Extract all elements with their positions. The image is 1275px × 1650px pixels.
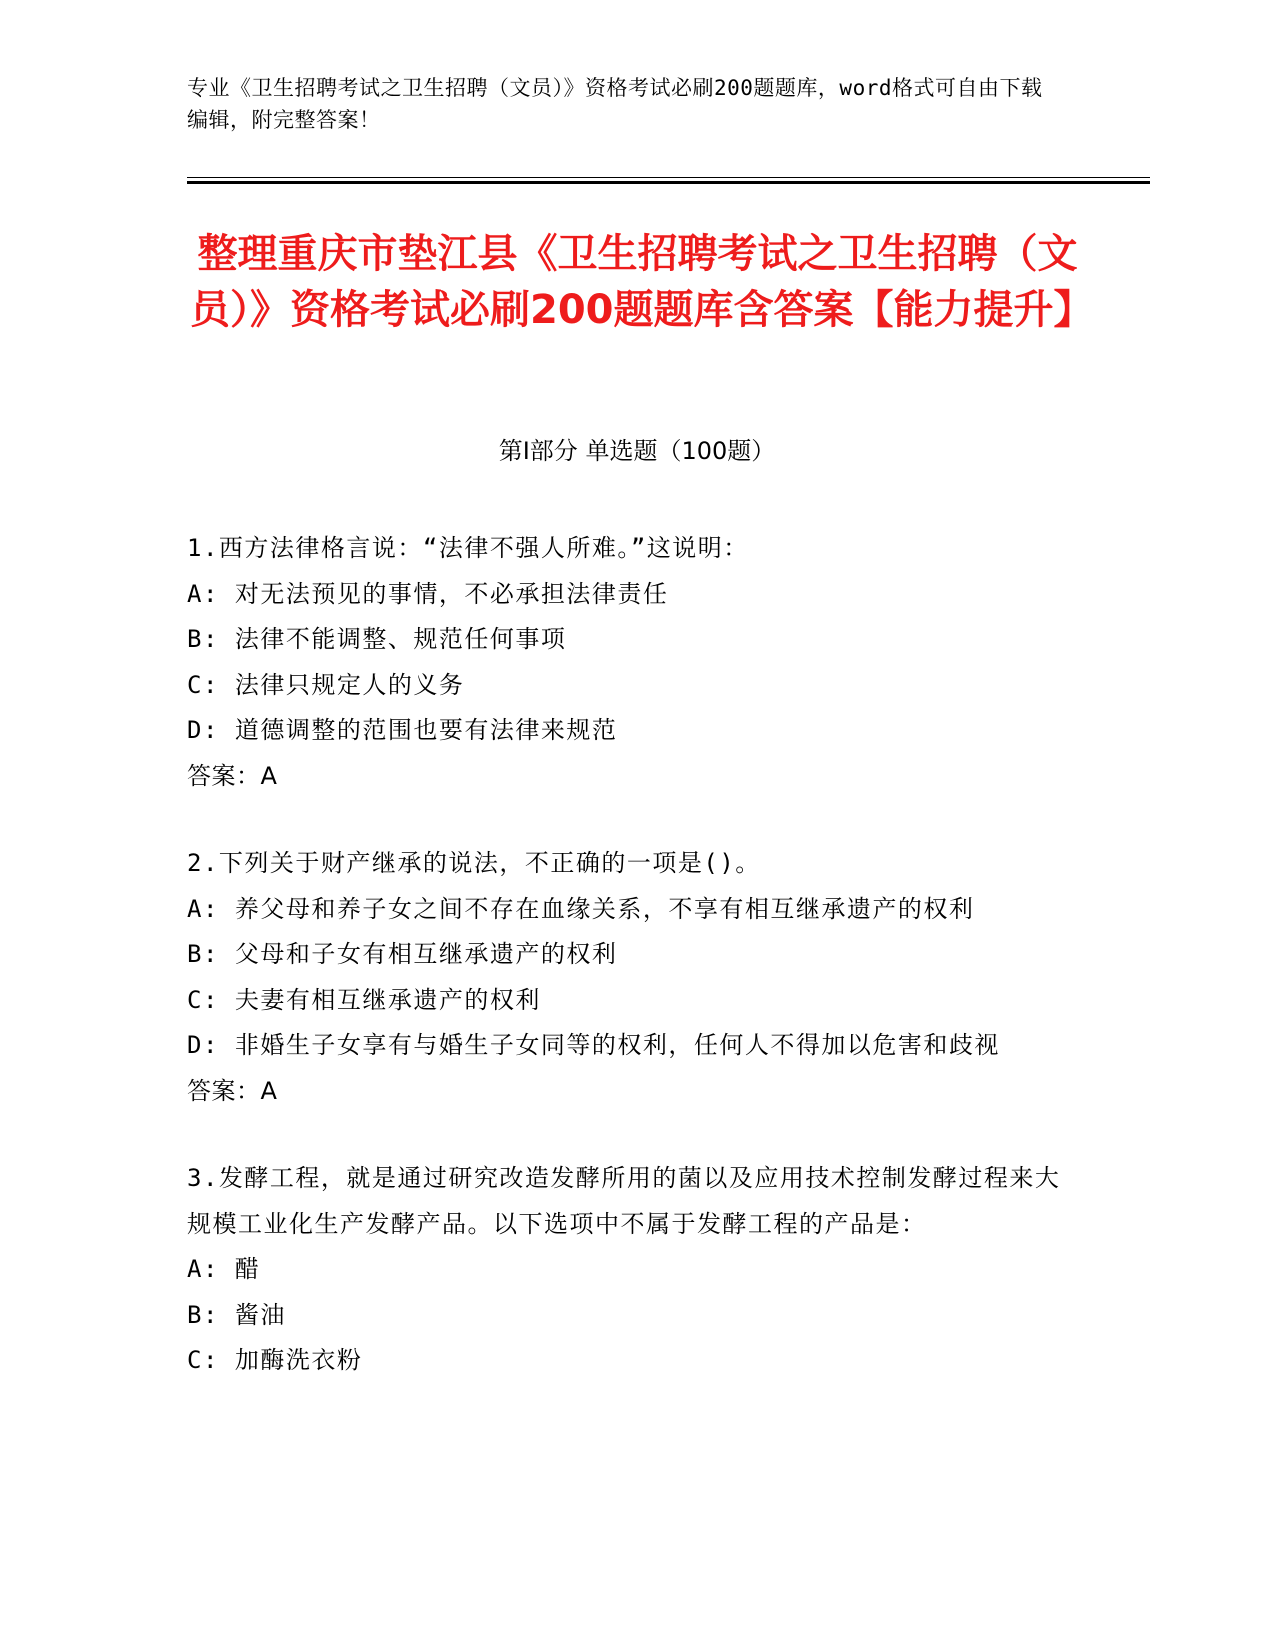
question-option-c: C: 加酶洗衣粉	[187, 1346, 363, 1374]
header-note: 专业《卫生招聘考试之卫生招聘（文员）》资格考试必刷200题题库，word格式可自由下载编辑，附完整答案！	[187, 76, 1043, 132]
question-list	[187, 526, 1067, 1426]
header-divider-thin	[187, 177, 1150, 178]
question-option-b: B: 法律不能调整、规范任何事项	[187, 625, 567, 653]
question-option-a: A: 醋	[187, 1255, 261, 1283]
question-3	[187, 1156, 1067, 1384]
question-answer: 答案：A	[187, 1076, 278, 1105]
question-stem: 1.西方法律格言说：“法律不强人所难。”这说明：	[187, 534, 749, 562]
document-title: 整理重庆市垫江县《卫生招聘考试之卫生招聘（文员）》资格考试必刷200题题库含答案【能力提升】	[190, 231, 1094, 333]
question-stem: 2.下列关于财产继承的说法，不正确的一项是()。	[187, 849, 761, 877]
question-option-d: D: 道德调整的范围也要有法律来规范	[187, 716, 618, 744]
header-divider-thick	[187, 181, 1150, 184]
question-option-a: A: 养父母和养子女之间不存在血缘关系，不享有相互继承遗产的权利	[187, 894, 975, 923]
section-heading: 第I部分 单选题（100题）	[498, 437, 776, 465]
question-stem: 3.发酵工程，就是通过研究改造发酵所用的菌以及应用技术控制发酵过程来大规模工业化生产发酵产品。以下选项中不属于发酵工程的产品是：	[187, 1164, 1061, 1238]
question-1	[187, 526, 1067, 799]
question-option-b: B: 酱油	[187, 1300, 286, 1329]
question-answer: 答案：A	[187, 761, 278, 790]
question-2	[187, 841, 1067, 1114]
question-option-b: B: 父母和子女有相互继承遗产的权利	[187, 940, 618, 968]
question-option-d: D: 非婚生子女享有与婚生子女同等的权利，任何人不得加以危害和歧视	[187, 1031, 1000, 1059]
question-option-c: C: 夫妻有相互继承遗产的权利	[187, 985, 541, 1014]
question-option-c: C: 法律只规定人的义务	[187, 670, 465, 699]
question-option-a: A: 对无法预见的事情，不必承担法律责任	[187, 579, 669, 608]
